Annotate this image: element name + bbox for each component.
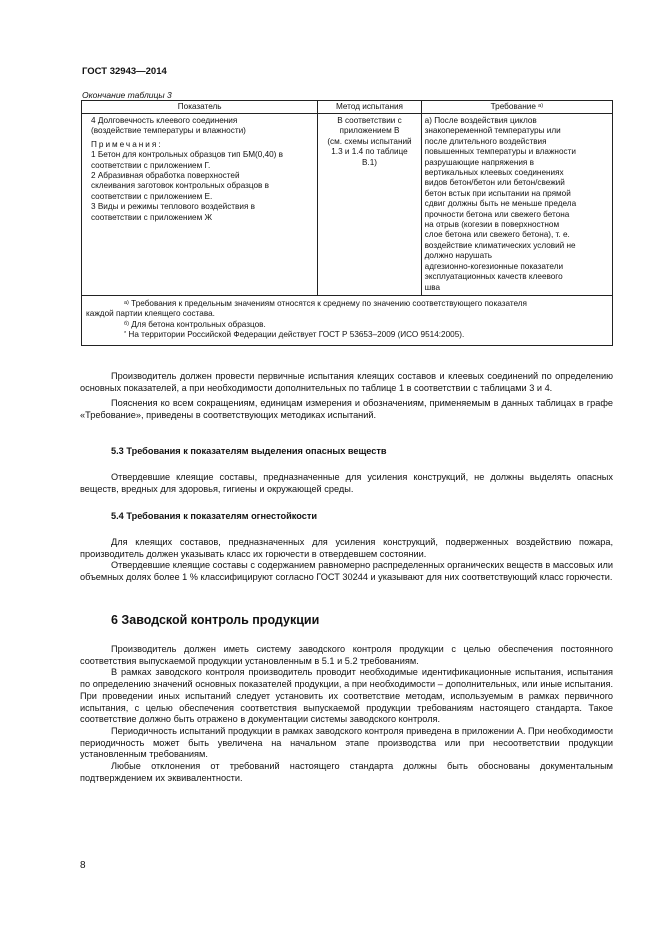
requirement-line: видов бетон/бетон или бетон/свежий <box>424 178 565 188</box>
requirement-line: воздействие климатических условий не <box>424 240 576 250</box>
note-line: соответствии с приложением Г. <box>91 160 211 170</box>
section-6-body <box>80 644 613 784</box>
paragraph: Для клеящих составов, предназначенных для усиления конструкций, подверженных воздействию пожара, производитель должен указывать класс их горючести в отвердевшем состоянии. <box>80 537 613 559</box>
method-line: приложением В <box>339 126 400 136</box>
note-line: 3 Виды и режимы теплового воздействия в <box>91 202 256 212</box>
section-5-4-heading: 5.4 Требования к показателям огнестойкости <box>111 511 318 521</box>
requirement-cell <box>421 114 612 296</box>
column-header-requirement: Требование $^{а)}$ <box>421 101 612 114</box>
footnote-star: * На территории Российской Федерации действует ГОСТ Р 53653–2009 (ИСО 9514:2005). <box>124 330 465 340</box>
requirement-line: а) После воздействия циклов <box>424 116 537 125</box>
note-line: 2 Абразивная обработка поверхностей <box>91 171 240 181</box>
paragraph: Производитель должен иметь систему заводского контроля продукции с целью обеспечения постоянного соответствия выпускаемой продукции установленным в 5.1 и 5.2 требованиям. <box>80 644 613 666</box>
table-caption: Окончание таблицы 3 <box>82 90 172 100</box>
page-number: 8 <box>80 860 86 871</box>
requirement-line: эксплуатационных качеств клеевого <box>424 272 563 282</box>
paragraph: Периодичность испытаний продукции в рамках заводского контроля приведена в приложении А. При необходимости периодичность может быть увеличена на начальном этапе производства или при несоответствии продукции установленным требованиям. <box>80 725 613 760</box>
requirement-line: шва <box>424 282 441 292</box>
requirement-line: повышенных температуры и влажности <box>424 147 576 157</box>
paragraph: Пояснения ко всем сокращениям, единицам измерения и обозначениям, применяемым в данных таблицах в графе «Требование», приведены в соответствующих методиках испытаний. <box>80 398 613 421</box>
paragraph: Отвердевшие клеящие составы с содержанием равномерно распределенных органических веществ в массовых или объемных долях более 1 % классифицируют согласно ГОСТ 30244 и указывают для них соответствующий класс горючести. <box>80 560 613 583</box>
method-line: (см. схемы испытаний <box>327 136 412 146</box>
footnotes-cell <box>82 295 613 345</box>
requirement-line: адгезионно-когезионные показатели <box>424 261 564 271</box>
table-row <box>82 114 613 296</box>
requirement-line: прочности бетона или свежего бетона <box>424 209 570 219</box>
footnote-a-continued: каждой партии клеящего состава. <box>86 309 215 319</box>
requirements-table <box>81 100 613 346</box>
section-5-4-body <box>80 537 613 584</box>
document-code: ГОСТ 32943—2014 <box>82 66 167 77</box>
footnote-a: $^{а)}$ Требования к предельным значениям относятся к среднему по значению соответствующего показателя <box>124 298 527 308</box>
requirement-line: разрушающие напряжения в <box>424 157 534 167</box>
section-6-heading: 6 Заводской контроль продукции <box>111 613 320 627</box>
note-line: соответствии с приложением Е. <box>91 191 213 201</box>
requirement-line: после длительного воздействия <box>424 136 547 146</box>
note-line: соответствии с приложением Ж <box>91 212 213 222</box>
indicator-line: 4 Долговечность клеевого соединения <box>91 116 238 125</box>
method-cell <box>318 114 421 296</box>
paragraph: Отвердевшие клеящие составы, предназначенные для усиления конструкций, не должны выделять опасных веществ, вредных для здоровья, гигиены и окружающей среды. <box>80 472 613 494</box>
requirement-line: знакопеременной температуры или <box>424 126 561 136</box>
requirement-line: на отрыв (когезии в поверхностном <box>424 220 560 230</box>
section-5-3-heading: 5.3 Требования к показателям выделения опасных веществ <box>111 446 387 456</box>
column-header-indicator: Показатель <box>82 101 318 114</box>
note-line: 1 Бетон для контрольных образцов тип БМ(0,40) в <box>91 150 284 160</box>
note-line: склеивания заготовок контрольных образцов в <box>91 181 270 191</box>
indicator-cell <box>82 114 318 296</box>
requirement-line: сдвиг должны быть не меньше предела <box>424 199 577 209</box>
section-5-3-body <box>80 472 613 495</box>
paragraph: Производитель должен провести первичные испытания клеящих составов и клеевых соединений по определению основных показателей, а при необходимости дополнительных по таблице 1 в соответствии с таблицами 3 и 4. <box>80 371 613 393</box>
table-footnotes-row <box>82 295 613 345</box>
paragraph: Любые отклонения от требований настоящего стандарта должны быть обоснованы документальным подтверждением их эквивалентности. <box>80 761 613 783</box>
intro-paragraphs <box>80 371 613 422</box>
footnote-b: $^{б)}$ Для бетона контрольных образцов. <box>124 319 266 329</box>
method-line: 1.3 и 1.4 по таблице <box>331 147 408 157</box>
method-line: В соответствии с <box>337 116 402 125</box>
notes-heading: Примечания: <box>91 139 163 149</box>
indicator-line: (воздействие температуры и влажности) <box>91 126 246 136</box>
requirement-line: вертикальных клеевых соединениях <box>424 168 564 178</box>
table-header-row <box>82 101 613 114</box>
paragraph: В рамках заводского контроля производитель проводит необходимые идентификационные испытания, испытания по определению значений основных показателей продукции, а при необходимости – дополнительных, или иные испытания. При проведении иных испытаний следует установить их соответствие методам, используемым в рамках первичного испытания, с целью обеспечения соответствия выпускаемой продукции требованиям настоящего стандарта. Такое соответствие должно быть отражено в документации системы заводского контроля. <box>80 667 613 725</box>
requirement-line: бетон встык при испытании на прямой <box>424 188 571 198</box>
column-header-method: Метод испытания <box>318 101 421 114</box>
requirement-line: слое бетона или свежего бетона), т. е. <box>424 230 570 240</box>
method-line: В.1) <box>361 157 377 167</box>
requirement-line: должно нарушать <box>424 251 492 261</box>
